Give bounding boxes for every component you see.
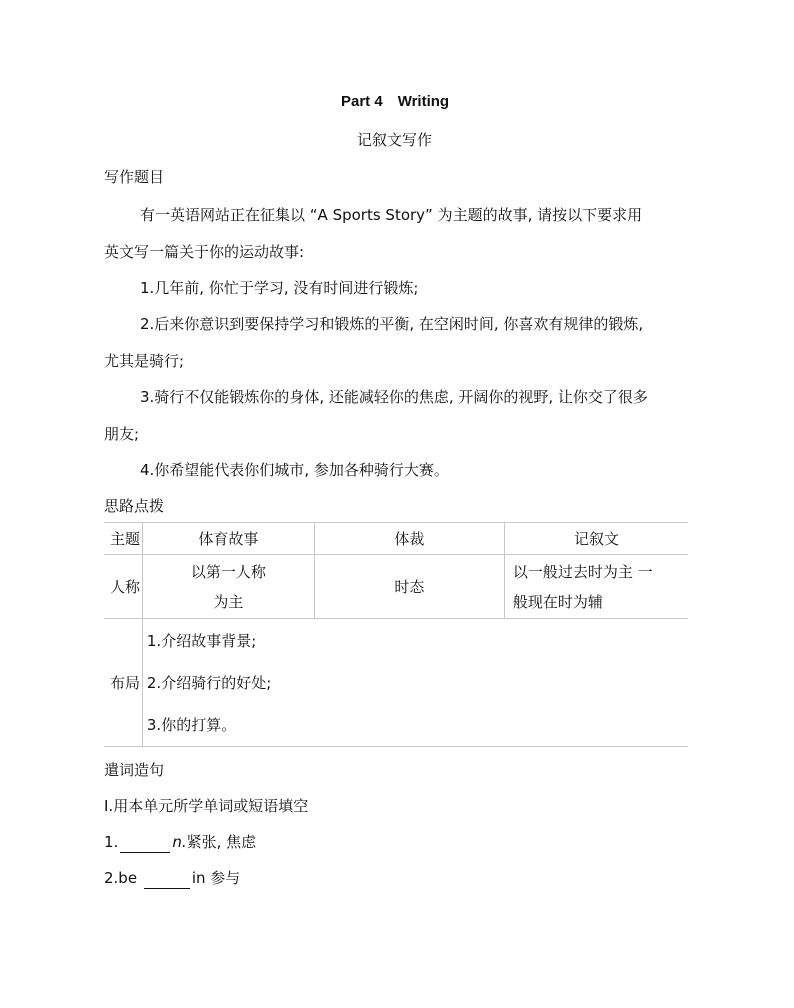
table-cell [142, 555, 314, 619]
layout-item: 3.你的打算。 [146, 715, 237, 734]
part-of-speech: n. [172, 833, 187, 851]
question-1 [104, 832, 256, 853]
table-cell: 记叙文 [504, 523, 688, 555]
layout-item: 1.介绍故事背景; [146, 631, 257, 650]
table-cell [504, 555, 688, 619]
requirement-3-line-2: 朋友; [104, 425, 140, 443]
section-heading-vocabulary: 遣词造句 [104, 761, 165, 779]
prompt-line-2: 英文写一篇关于你的运动故事: [104, 243, 305, 261]
table-cell: 体裁 [314, 523, 504, 555]
question-text: 紧张, 焦虑 [186, 833, 257, 851]
plan-table [104, 522, 688, 747]
cell-line: 为主 [213, 592, 244, 611]
question-2 [104, 868, 240, 889]
section-heading-ideas: 思路点拨 [104, 497, 165, 515]
question-suffix: in 参与 [191, 869, 241, 887]
table-cell: 人称 [104, 555, 142, 619]
table-row [104, 523, 688, 555]
table-cell: 布局 [104, 619, 142, 747]
answer-blank[interactable] [120, 832, 170, 853]
page-subtitle: 记叙文写作 [357, 131, 433, 149]
table-cell: 体育故事 [142, 523, 314, 555]
cell-line: 以一般过去时为主 一 [512, 562, 653, 581]
section-heading-writing-task: 写作题目 [104, 168, 165, 186]
table-row [104, 619, 688, 747]
requirement-1: 1.几年前, 你忙于学习, 没有时间进行锻炼; [140, 279, 419, 297]
question-prefix: 2.be [104, 869, 138, 887]
requirement-3-line-1: 3.骑行不仅能锻炼你的身体, 还能减轻你的焦虑, 开阔你的视野, 让你交了很多 [140, 388, 648, 406]
table-cell [142, 619, 688, 747]
requirement-2-line-1: 2.后来你意识到要保持学习和锻炼的平衡, 在空闲时间, 你喜欢有规律的锻炼, [140, 315, 644, 333]
cell-line: 般现在时为辅 [512, 592, 603, 611]
prompt-line-1: 有一英语网站正在征集以 “A Sports Story” 为主题的故事, 请按以下要求用 [140, 206, 643, 224]
table-row [104, 555, 688, 619]
table-cell: 时态 [314, 555, 504, 619]
layout-item: 2.介绍骑行的好处; [146, 673, 272, 692]
requirement-4: 4.你希望能代表你们城市, 参加各种骑行大赛。 [140, 461, 449, 479]
question-number: 1. [104, 833, 119, 851]
table-cell: 主题 [104, 523, 142, 555]
exercise-heading: Ⅰ.用本单元所学单词或短语填空 [104, 797, 309, 815]
requirement-2-line-2: 尤其是骑行; [104, 352, 185, 370]
answer-blank[interactable] [144, 868, 190, 889]
page-title: Part 4 Writing [341, 93, 450, 110]
cell-line: 以第一人称 [190, 562, 266, 581]
